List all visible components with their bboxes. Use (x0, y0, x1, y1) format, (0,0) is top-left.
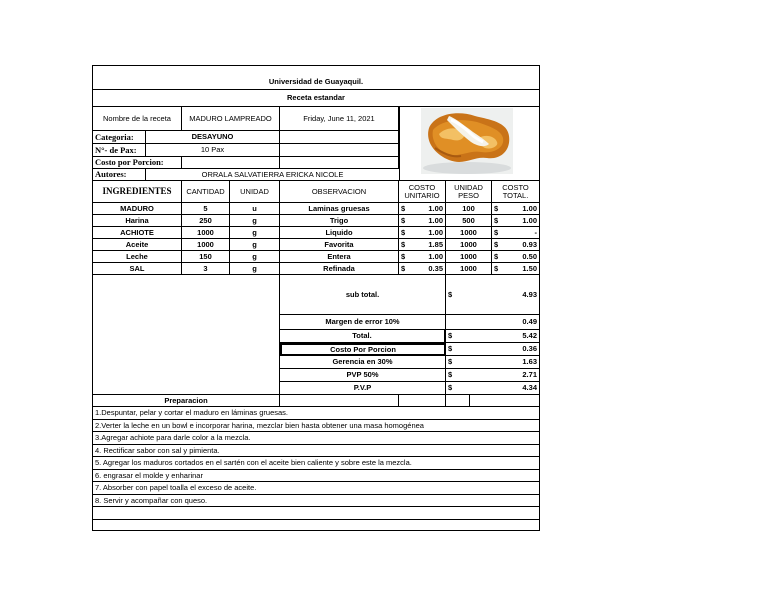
blank-block (93, 275, 280, 395)
preparation-step: 2.Verter la leche en un bowl e incorporar harina, mezclar bien hasta obtener una masa homogénea (93, 420, 539, 433)
pvp50-value: 2.71 (522, 370, 537, 380)
total-label: Total. (280, 330, 446, 343)
cell-ingrediente: SAL (93, 263, 182, 275)
cell-value: 0.50 (522, 251, 537, 261)
costo-porcion-value: 0.36 (522, 344, 537, 354)
cell-value: 1.00 (428, 227, 443, 237)
pvp50-label: PVP 50% (280, 369, 446, 382)
preparation-step: 8. Servir y acompañar con queso. (93, 495, 539, 508)
cell-observacion: Refinada (280, 263, 399, 275)
currency-symbol: $ (401, 251, 406, 261)
header-ingredientes: INGREDIENTES (93, 181, 182, 203)
cell-unidad: g (230, 227, 280, 239)
cell-cantidad: 150 (182, 251, 230, 263)
preparation-step: 1.Despuntar, pelar y cortar el maduro en láminas gruesas. (93, 407, 539, 420)
currency-symbol: $ (494, 251, 499, 261)
header-observacion: OBSERVACION (280, 181, 399, 203)
authors-label: Autores: (93, 169, 146, 181)
cell-unidad: g (230, 239, 280, 251)
currency-symbol: $ (448, 331, 453, 341)
pax-label: N°- de Pax: (93, 144, 146, 157)
total-value-cell (446, 330, 539, 343)
blank-row (93, 520, 539, 533)
cell-unidad-peso: 1000 (446, 251, 492, 263)
header-unidad: UNIDAD (230, 181, 280, 203)
currency-symbol: $ (448, 383, 453, 393)
costo-porcion-value-cell (446, 343, 539, 356)
currency-symbol: $ (494, 263, 499, 273)
cell-ingrediente: Leche (93, 251, 182, 263)
cell-unidad-peso: 1000 (446, 227, 492, 239)
pvp-value: 4.34 (522, 383, 537, 393)
cell-ingrediente: ACHIOTE (93, 227, 182, 239)
cell-ingrediente: MADURO (93, 203, 182, 215)
cell-costo-unitario (399, 239, 446, 251)
currency-symbol: $ (401, 215, 406, 225)
cell-cantidad: 1000 (182, 239, 230, 251)
preparation-step: 3.Agregar achiote para darle color a la mezcla. (93, 432, 539, 445)
currency-symbol: $ (448, 344, 453, 354)
pvp-label: P.V.P (280, 382, 446, 395)
pvp50-value-cell (446, 369, 539, 382)
cell-costo-unitario (399, 263, 446, 275)
subtotal-value: 4.93 (522, 289, 537, 299)
recipe-date: Friday, June 11, 2021 (280, 107, 399, 131)
header-costo-unitario: COSTO UNITARIO (399, 181, 446, 203)
preparation-step: 7. Absorber con papel toalla el exceso de aceite. (93, 482, 539, 495)
category-label: Categoria: (93, 131, 146, 144)
cell-ingrediente: Aceite (93, 239, 182, 251)
blank-cell (280, 131, 399, 144)
subtotal-value-cell (446, 275, 539, 315)
currency-symbol: $ (494, 215, 499, 225)
university-title: Universidad de Guayaquil. (93, 66, 539, 90)
cell-unidad: g (230, 215, 280, 227)
cell-observacion: Trigo (280, 215, 399, 227)
recipe-subtitle: Receta estandar (93, 90, 539, 107)
margen-value: 0.49 (446, 315, 539, 330)
gerencia-label: Gerencia en 30% (280, 356, 446, 369)
currency-symbol: $ (448, 370, 453, 380)
blank-cell (280, 395, 399, 407)
cell-value: 1.00 (522, 203, 537, 213)
cell-cantidad: 1000 (182, 227, 230, 239)
cell-costo-unitario (399, 227, 446, 239)
preparacion-label: Preparacion (93, 395, 280, 407)
cell-costo-total (492, 203, 539, 215)
cell-unidad-peso: 500 (446, 215, 492, 227)
cell-value: - (534, 227, 537, 237)
blank-cell (470, 395, 539, 407)
cell-value: 1.00 (428, 215, 443, 225)
cell-cantidad: 5 (182, 203, 230, 215)
cell-costo-total (492, 239, 539, 251)
cell-costo-unitario (399, 215, 446, 227)
cell-costo-total (492, 263, 539, 275)
cell-value: 1.00 (428, 203, 443, 213)
cell-value: 0.93 (522, 239, 537, 249)
preparation-step: 5. Agregar los maduros cortados en el sartén con el aceite bien caliente y sobre este la mezcla. (93, 457, 539, 470)
cell-unidad-peso: 1000 (446, 239, 492, 251)
cell-value: 1.00 (522, 215, 537, 225)
currency-symbol: $ (401, 239, 406, 249)
currency-symbol: $ (494, 239, 499, 249)
cell-cantidad: 3 (182, 263, 230, 275)
cell-costo-unitario (399, 203, 446, 215)
cell-ingrediente: Harina (93, 215, 182, 227)
total-value: 5.42 (522, 331, 537, 341)
recipe-name-label: Nombre de la receta (93, 107, 182, 131)
recipe-name-value: MADURO LAMPREADO (182, 107, 280, 131)
cost-portion-label: Costo por Porcion: (93, 157, 182, 169)
blank-cell (446, 395, 470, 407)
currency-symbol: $ (448, 357, 453, 367)
costo-porcion-label: Costo Por Porcion (280, 343, 446, 356)
cell-value: 0.35 (428, 263, 443, 273)
cell-value: 1.50 (522, 263, 537, 273)
currency-symbol: $ (401, 227, 406, 237)
header-cantidad: CANTIDAD (182, 181, 230, 203)
margen-label: Margen de error 10% (280, 315, 446, 330)
header-costo-total: COSTO TOTAL. (492, 181, 539, 203)
authors-value: ORRALA SALVATIERRA ERICKA NICOLE (146, 169, 399, 181)
cell-observacion: Liquido (280, 227, 399, 239)
blank-cell (280, 144, 399, 157)
preparation-step: 6. engrasar el molde y enharinar (93, 470, 539, 483)
currency-symbol: $ (401, 263, 406, 273)
subtotal-label: sub total. (280, 275, 446, 315)
cell-unidad-peso: 100 (446, 203, 492, 215)
preparation-step: 4. Rectificar sabor con sal y pimienta. (93, 445, 539, 458)
cell-observacion: Entera (280, 251, 399, 263)
cell-costo-total (492, 227, 539, 239)
cell-observacion: Laminas gruesas (280, 203, 399, 215)
cell-value: 1.85 (428, 239, 443, 249)
cell-value: 1.00 (428, 251, 443, 261)
maduro-lampreado-photo (421, 108, 513, 174)
cell-unidad-peso: 1000 (446, 263, 492, 275)
gerencia-value-cell (446, 356, 539, 369)
blank-cell (280, 157, 399, 169)
cell-observacion: Favorita (280, 239, 399, 251)
cell-unidad: u (230, 203, 280, 215)
currency-symbol: $ (494, 227, 499, 237)
currency-symbol: $ (448, 289, 453, 299)
currency-symbol: $ (401, 203, 406, 213)
blank-cell (182, 157, 280, 169)
cell-cantidad: 250 (182, 215, 230, 227)
blank-row (93, 507, 539, 520)
blank-cell (399, 395, 446, 407)
category-value: DESAYUNO (146, 131, 280, 144)
pvp-value-cell (446, 382, 539, 395)
gerencia-value: 1.63 (522, 357, 537, 367)
cell-costo-total (492, 215, 539, 227)
cell-unidad: g (230, 251, 280, 263)
cell-costo-total (492, 251, 539, 263)
recipe-sheet (92, 65, 540, 531)
currency-symbol: $ (494, 203, 499, 213)
cell-unidad: g (230, 263, 280, 275)
pax-value: 10 Pax (146, 144, 280, 157)
cell-costo-unitario (399, 251, 446, 263)
header-unidad-peso: UNIDAD PESO (446, 181, 492, 203)
